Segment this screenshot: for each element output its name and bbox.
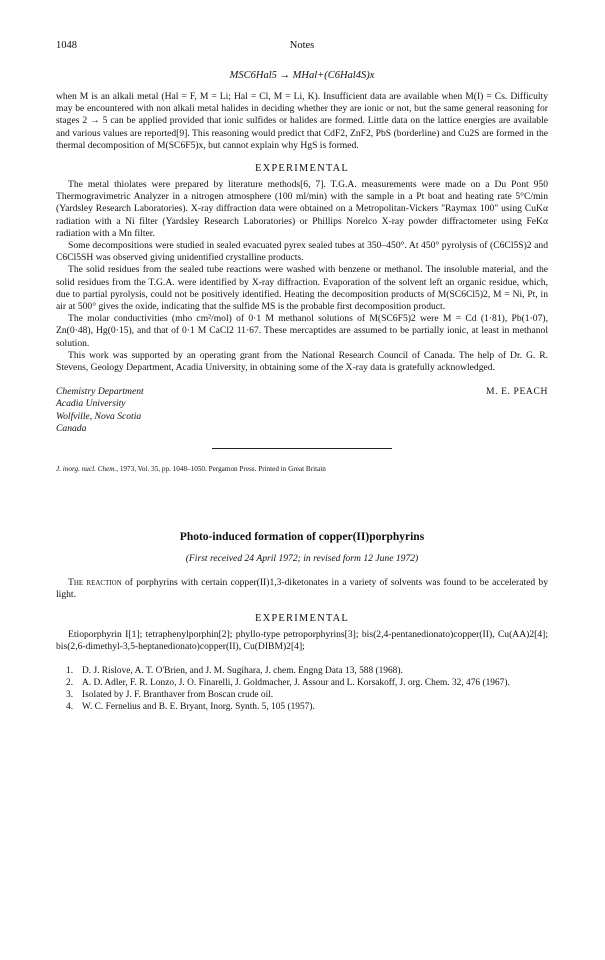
affiliation-line: Wolfville, Nova Scotia — [56, 410, 142, 422]
experimental-heading: EXPERIMENTAL — [254, 163, 350, 175]
article-lead-paragraph — [56, 577, 548, 601]
page-number: 1048 — [56, 40, 77, 51]
journal-details: 1973, Vol. 35, pp. 1048–1050. Pergamon Press. Printed in Great Britain — [118, 465, 326, 474]
reference-item — [56, 701, 548, 713]
page — [56, 40, 548, 713]
running-header — [56, 40, 548, 56]
affiliation-line: Chemistry Department — [56, 386, 144, 398]
references-list — [56, 665, 548, 713]
intro-paragraph: when M is an alkali metal (Hal = F, M = Li; Hal = Cl, M = Li, K). Insufficient data are available when M(I) = Cs. Difficulty may be encountered with non alkali metal halides in deciding whether they are ionic or not, but the same general reasoning for stages 2 → 5 can be applied provided that ionic sulfides or halides are formed. Little data on the lattice energies are available and various values are reported[9]. This reasoning would predict that CdF2, ZnF2, PbS (borderline) and Cu2S are formed in the thermal decomposition of M(SC6F5)x, but cannot explain why HgS is formed. — [56, 91, 548, 151]
lead-smallcaps: The reaction — [68, 577, 122, 589]
reference-number: 2. — [66, 678, 74, 689]
experimental-paragraph: The metal thiolates were prepared by literature methods[6, 7]. T.G.A. measurements were made on a Du Pont 950 Thermogravimetric Analyzer in a nitrogen atmosphere (100 ml/min) with the sample in a Pt boat and heating rate 5°C/min (Yardsley Research Laboratories). X-ray diffraction data were obtained on a Metropolitan-Vickers "Raymax 100" using CuKα radiation with a Ni filter (Yardsley Research Laboratories) or Phillips Norelco X-ray powder diffractometer using FeKα radiation with a Mn filter. — [56, 179, 548, 239]
experimental-paragraph: The solid residues from the sealed tube reactions were washed with benzene or methanol. The insoluble material, and the solid residues from the T.G.A. were identified by X-ray diffraction. Evaporation of the solvent left an organic residue, which, due to partial pyrolysis, could not be positively identified. Heating the decomposition products of M(SC6Cl5)2, M = Ni, Pt, in air at 500° gives the oxide, indicating that the sulfide MS is the probable first decomposition product. — [56, 264, 548, 313]
experimental-paragraph: Some decompositions were studied in sealed evacuated pyrex sealed tubes at 350–450°. At 450° pyrolysis of (C6Cl5S)2 and C6Cl5SH was observed giving unidentified crystalline products. — [56, 240, 548, 264]
article-experimental-heading: EXPERIMENTAL — [254, 612, 350, 624]
reaction-equation: MSC6Hal5 → MHal+(C6Hal4S)x — [229, 70, 375, 81]
author-name: M. E. PEACH — [485, 386, 548, 398]
received-dates: (First received 24 April 1972; in revised form 12 June 1972) — [185, 553, 419, 565]
reference-number: 3. — [66, 690, 74, 701]
reference-number: 1. — [66, 666, 74, 677]
affiliation — [56, 386, 144, 435]
reference-item — [56, 689, 548, 701]
reference-text: A. D. Adler, F. R. Lonzo, J. O. Finarelli, J. Goldmacher, J. Assour and L. Korsakoff, J. org. Chem. 32, 476 (1967). — [82, 678, 510, 689]
reference-text: W. C. Fernelius and B. E. Bryant, Inorg. Synth. 5, 105 (1957). — [82, 702, 315, 713]
signature-block — [56, 386, 548, 440]
affiliation-line: Canada — [56, 422, 87, 434]
article-experimental-text: Etioporphyrin I[1]; tetraphenylporphin[2]; phyllo-type petroporphyrins[3]; bis(2,4-pentanedionato)copper(II), Cu(AA)2[4]; bis(2,6-dimethyl-3,5-heptanedionato)copper(II), Cu(DIBM)2[4]; — [56, 628, 548, 652]
experimental-paragraph: The molar conductivities (mho cm²/mol) of 0·1 M methanol solutions of M(SC6F5)2 were M = Cd (1·81), Pb(1·07), Zn(0·48), Hg(0·15), and that of 0·1 M CaCl2 11·67. These mercaptides are assumed to be partially ionic, at least in methanol solution. — [56, 313, 548, 349]
divider-rule — [212, 448, 392, 449]
journal-name: J. inorg. nucl. Chem., — [56, 465, 119, 474]
reference-item — [56, 665, 548, 677]
reference-number: 4. — [66, 702, 74, 713]
affiliation-line: Acadia University — [56, 398, 126, 410]
reference-item — [56, 677, 548, 689]
journal-citation — [56, 465, 548, 473]
reference-text: Isolated by J. F. Branthaver from Boscan crude oil. — [82, 690, 274, 701]
article-title: Photo-induced formation of copper(II)porphyrins — [179, 531, 425, 544]
reference-text: D. J. Rislove, A. T. O'Brien, and J. M. Sugihara, J. chem. Engng Data 13, 588 (1968). — [82, 666, 403, 677]
lead-rest: of porphyrins with certain copper(II)1,3-diketonates in a variety of solvents was found to be accelerated by light. — [56, 577, 548, 601]
acknowledgement-paragraph: This work was supported by an operating grant from the National Research Council of Canada. The help of Dr. G. R. Stevens, Geology Department, Acadia University, in obtaining some of the X-ray data is gratefully acknowledged. — [56, 349, 548, 374]
section-title: Notes — [289, 40, 315, 51]
